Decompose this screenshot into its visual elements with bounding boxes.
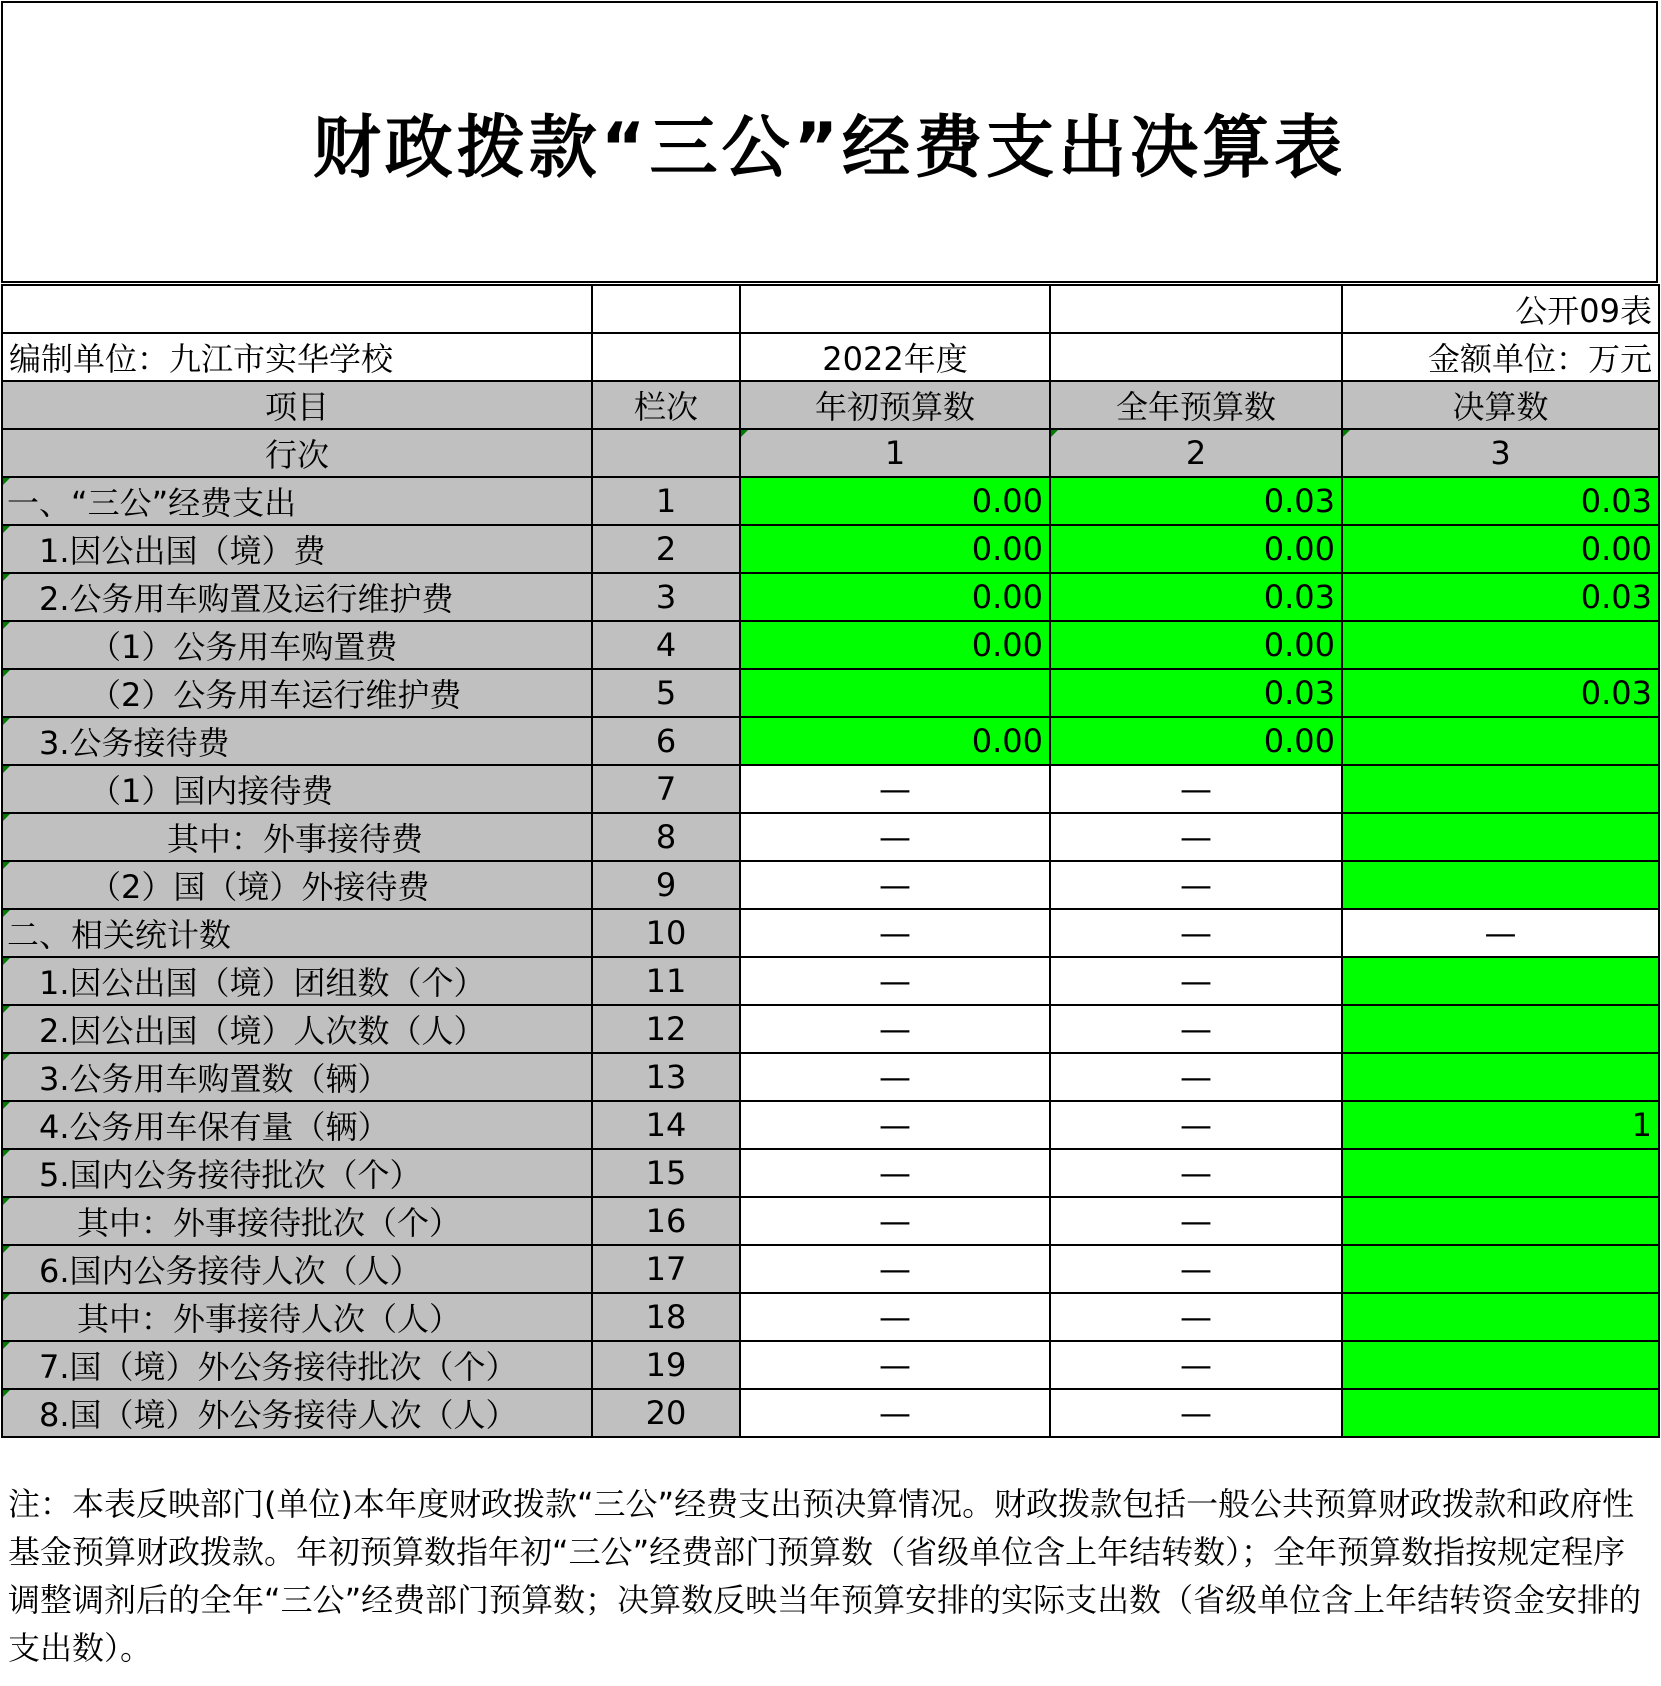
table-row [2,477,1659,525]
table-row [2,717,1659,765]
meta-row-2 [2,333,1659,381]
row-label: （1）公务用车购置费 [2,621,592,669]
final-accounts-cell [1342,765,1659,813]
final-accounts-cell: 1 [1342,1101,1659,1149]
year-label: 2022年度 [740,333,1050,381]
table-row [2,573,1659,621]
row-label: 7.国（境）外公务接待批次（个） [2,1341,592,1389]
table-row [2,861,1659,909]
header-row [2,381,1659,429]
initial-budget-cell: 0.00 [740,477,1050,525]
row-number: 17 [592,1245,740,1293]
row-number: 8 [592,813,740,861]
header-num-2: 2 [1050,429,1342,477]
final-accounts-cell [1342,621,1659,669]
final-accounts-cell: — [1342,909,1659,957]
final-accounts-cell: 0.03 [1342,573,1659,621]
annual-budget-cell: — [1050,1341,1342,1389]
row-number: 6 [592,717,740,765]
annual-budget-cell: — [1050,1245,1342,1293]
final-accounts-cell [1342,1245,1659,1293]
initial-budget-cell: — [740,1197,1050,1245]
annual-budget-cell: — [1050,957,1342,1005]
final-accounts-cell [1342,717,1659,765]
annual-budget-cell: 0.00 [1050,621,1342,669]
row-number: 12 [592,1005,740,1053]
unit-label: 金额单位：万元 [1342,333,1659,381]
table-row [2,765,1659,813]
table-row [2,525,1659,573]
initial-budget-cell: — [740,861,1050,909]
title-box [1,1,1658,283]
final-accounts-cell: 0.03 [1342,669,1659,717]
page-title: 财政拨款“三公”经费支出决算表 [312,108,1347,188]
final-accounts-cell [1342,1293,1659,1341]
initial-budget-cell [740,669,1050,717]
initial-budget-cell: — [740,1053,1050,1101]
row-number: 15 [592,1149,740,1197]
annual-budget-cell: — [1050,909,1342,957]
row-label: 2.因公出国（境）人次数（人） [2,1005,592,1053]
row-number: 1 [592,477,740,525]
table-row [2,1293,1659,1341]
final-accounts-cell [1342,1005,1659,1053]
meta-cell [1050,285,1342,333]
meta-cell [740,285,1050,333]
row-number: 16 [592,1197,740,1245]
row-label: 二、相关统计数 [2,909,592,957]
header-final-accounts: 决算数 [1342,381,1659,429]
row-label: 1.因公出国（境）团组数（个） [2,957,592,1005]
row-number: 5 [592,669,740,717]
annual-budget-cell: — [1050,765,1342,813]
table-row [2,909,1659,957]
table-row [2,1053,1659,1101]
row-label: 6.国内公务接待人次（人） [2,1245,592,1293]
annual-budget-cell: — [1050,1197,1342,1245]
row-number: 4 [592,621,740,669]
row-label: 其中：外事接待费 [2,813,592,861]
row-number: 10 [592,909,740,957]
initial-budget-cell: — [740,1101,1050,1149]
row-label: 3.公务接待费 [2,717,592,765]
initial-budget-cell: — [740,1293,1050,1341]
row-number: 11 [592,957,740,1005]
table-row [2,1005,1659,1053]
initial-budget-cell: — [740,1245,1050,1293]
annual-budget-cell: — [1050,1389,1342,1437]
final-accounts-cell [1342,957,1659,1005]
final-accounts-cell: 0.00 [1342,525,1659,573]
row-label: 其中：外事接待批次（个） [2,1197,592,1245]
final-accounts-cell [1342,813,1659,861]
row-number: 7 [592,765,740,813]
table-row [2,813,1659,861]
initial-budget-cell: — [740,1389,1050,1437]
meta-cell [592,285,740,333]
table-row [2,1389,1659,1437]
row-label: 4.公务用车保有量（辆） [2,1101,592,1149]
annual-budget-cell: 0.03 [1050,477,1342,525]
initial-budget-cell: — [740,1341,1050,1389]
row-number: 13 [592,1053,740,1101]
initial-budget-cell: 0.00 [740,525,1050,573]
row-number: 9 [592,861,740,909]
final-accounts-cell [1342,1053,1659,1101]
row-number: 3 [592,573,740,621]
row-label: 5.国内公务接待批次（个） [2,1149,592,1197]
initial-budget-cell: 0.00 [740,621,1050,669]
meta-cell [592,333,740,381]
meta-cell [2,285,592,333]
annual-budget-cell: — [1050,813,1342,861]
annual-budget-cell: 0.03 [1050,669,1342,717]
table-row [2,1341,1659,1389]
table-number: 公开09表 [1342,285,1659,333]
header-num-3: 3 [1342,429,1659,477]
annual-budget-cell: — [1050,1005,1342,1053]
final-accounts-cell [1342,1197,1659,1245]
row-label: 8.国（境）外公务接待人次（人） [2,1389,592,1437]
initial-budget-cell: 0.00 [740,573,1050,621]
row-label: 其中：外事接待人次（人） [2,1293,592,1341]
initial-budget-cell: — [740,1005,1050,1053]
annual-budget-cell: 0.03 [1050,573,1342,621]
header-initial-budget: 年初预算数 [740,381,1050,429]
header-num-1: 1 [740,429,1050,477]
header-row-numbers [2,429,1659,477]
table-row [2,621,1659,669]
table-row [2,1101,1659,1149]
expenditure-table [1,284,1660,1438]
final-accounts-cell [1342,1149,1659,1197]
final-accounts-cell: 0.03 [1342,477,1659,525]
initial-budget-cell: — [740,909,1050,957]
table-row [2,669,1659,717]
table-row [2,1245,1659,1293]
meta-cell [1050,333,1342,381]
final-accounts-cell [1342,1341,1659,1389]
row-label: （1）国内接待费 [2,765,592,813]
row-label: 3.公务用车购置数（辆） [2,1053,592,1101]
table-row [2,957,1659,1005]
header-col-no: 栏次 [592,381,740,429]
header-blank [592,429,740,477]
annual-budget-cell: 0.00 [1050,717,1342,765]
final-accounts-cell [1342,1389,1659,1437]
row-number: 19 [592,1341,740,1389]
annual-budget-cell: — [1050,1293,1342,1341]
row-label: （2）国（境）外接待费 [2,861,592,909]
initial-budget-cell: — [740,1149,1050,1197]
org-label: 编制单位：九江市实华学校 [2,333,592,381]
initial-budget-cell: — [740,813,1050,861]
initial-budget-cell: — [740,957,1050,1005]
header-line-no: 行次 [2,429,592,477]
header-item: 项目 [2,381,592,429]
row-label: （2）公务用车运行维护费 [2,669,592,717]
row-label: 2.公务用车购置及运行维护费 [2,573,592,621]
meta-row-1 [2,285,1659,333]
table-row [2,1149,1659,1197]
row-number: 18 [592,1293,740,1341]
annual-budget-cell: — [1050,861,1342,909]
row-label: 一、“三公”经费支出 [2,477,592,525]
annual-budget-cell: 0.00 [1050,525,1342,573]
row-number: 2 [592,525,740,573]
initial-budget-cell: 0.00 [740,717,1050,765]
annual-budget-cell: — [1050,1101,1342,1149]
row-number: 20 [592,1389,740,1437]
row-number: 14 [592,1101,740,1149]
header-annual-budget: 全年预算数 [1050,381,1342,429]
final-accounts-cell [1342,861,1659,909]
annual-budget-cell: — [1050,1149,1342,1197]
footnote: 注：本表反映部门(单位)本年度财政拨款“三公”经费支出预决算情况。财政拨款包括一般公共预算财政拨款和政府性基金预算财政拨款。年初预算数指年初“三公”经费部门预算数（省级单位含上年结转数）；全年预算数指按规定程序调整调剂后的全年“三公”经费部门预算数；决算数反映当年预算安排的实际支出数（省级单位含上年结转资金安排的支出数）。 [8,1485,1642,1667]
table-row [2,1197,1659,1245]
row-label: 1.因公出国（境）费 [2,525,592,573]
initial-budget-cell: — [740,765,1050,813]
annual-budget-cell: — [1050,1053,1342,1101]
